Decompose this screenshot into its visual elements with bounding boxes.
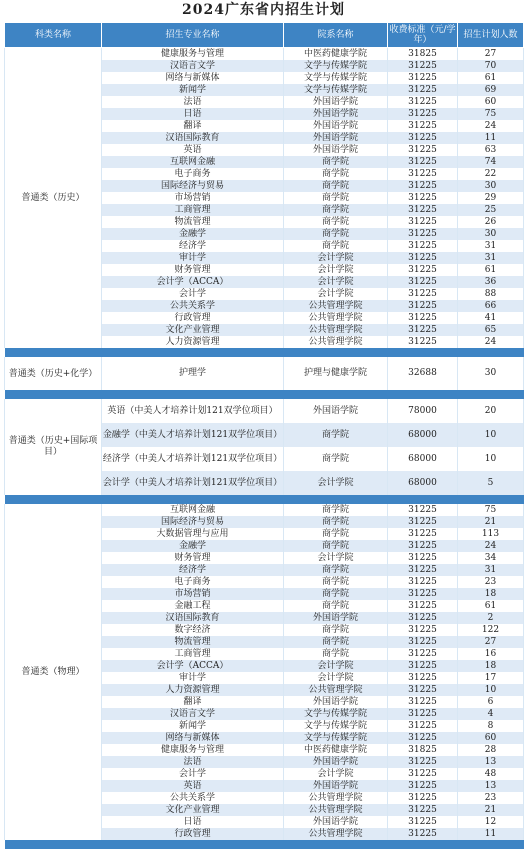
major-cell: 物流管理 (102, 216, 284, 228)
quota-cell: 122 (458, 624, 524, 636)
tuition-cell: 31225 (388, 300, 458, 312)
major-cell: 金融学 (102, 540, 284, 552)
major-cell: 翻译 (102, 696, 284, 708)
college-cell: 外国语学院 (284, 696, 388, 708)
tuition-cell: 31225 (388, 648, 458, 660)
quota-cell: 65 (458, 324, 524, 336)
major-cell: 人力资源管理 (102, 684, 284, 696)
tuition-cell: 31225 (388, 516, 458, 528)
major-cell: 金融工程 (102, 600, 284, 612)
college-cell: 商学院 (284, 576, 388, 588)
college-cell: 商学院 (284, 516, 388, 528)
major-cell: 英语 (102, 144, 284, 156)
tuition-cell: 31225 (388, 564, 458, 576)
college-cell: 会计学院 (284, 768, 388, 780)
major-cell: 金融学（中美人才培养计划121双学位项目） (102, 423, 284, 447)
college-cell: 商学院 (284, 624, 388, 636)
quota-cell: 31 (458, 564, 524, 576)
tuition-cell: 31225 (388, 60, 458, 72)
college-cell: 文学与传媒学院 (284, 72, 388, 84)
major-cell: 汉语言文学 (102, 708, 284, 720)
tuition-cell: 31225 (388, 240, 458, 252)
college-cell: 商学院 (284, 204, 388, 216)
college-cell: 会计学院 (284, 471, 388, 495)
major-cell: 国际经济与贸易 (102, 516, 284, 528)
major-cell: 公共关系学 (102, 792, 284, 804)
college-cell: 公共管理学院 (284, 792, 388, 804)
tuition-cell: 31225 (388, 768, 458, 780)
college-cell: 会计学院 (284, 672, 388, 684)
college-cell: 外国语学院 (284, 132, 388, 144)
table-row (5, 357, 524, 390)
major-cell: 电子商务 (102, 576, 284, 588)
quota-cell: 16 (458, 648, 524, 660)
tuition-cell: 31225 (388, 792, 458, 804)
quota-cell: 11 (458, 132, 524, 144)
tuition-cell: 31225 (388, 276, 458, 288)
quota-cell: 27 (458, 636, 524, 648)
header-tuition: 收费标准（元/学年） (388, 23, 458, 48)
quota-cell: 18 (458, 660, 524, 672)
college-cell: 商学院 (284, 504, 388, 516)
major-cell: 文化产业管理 (102, 324, 284, 336)
quota-cell: 75 (458, 108, 524, 120)
tuition-cell: 31225 (388, 264, 458, 276)
quota-cell: 61 (458, 72, 524, 84)
college-cell: 会计学院 (284, 288, 388, 300)
tuition-cell: 31825 (388, 48, 458, 61)
tuition-cell: 31225 (388, 144, 458, 156)
college-cell: 公共管理学院 (284, 828, 388, 840)
tuition-cell: 31225 (388, 552, 458, 564)
major-cell: 经济学 (102, 240, 284, 252)
major-cell: 电子商务 (102, 168, 284, 180)
college-cell: 文学与传媒学院 (284, 708, 388, 720)
major-cell: 日语 (102, 816, 284, 828)
quota-cell: 23 (458, 576, 524, 588)
tuition-cell: 31225 (388, 756, 458, 768)
tuition-cell: 31225 (388, 708, 458, 720)
tuition-cell: 31225 (388, 588, 458, 600)
quota-cell: 8 (458, 720, 524, 732)
quota-cell: 2 (458, 612, 524, 624)
quota-cell: 20 (458, 399, 524, 423)
major-cell: 财务管理 (102, 552, 284, 564)
major-cell: 健康服务与管理 (102, 744, 284, 756)
tuition-cell: 31225 (388, 528, 458, 540)
quota-cell: 30 (458, 180, 524, 192)
table-row (5, 504, 524, 516)
major-cell: 工商管理 (102, 204, 284, 216)
table-body (5, 48, 524, 850)
section-divider-bar (5, 390, 524, 399)
category-cell: 普通类（历史+化学） (5, 357, 102, 390)
header-row (5, 23, 524, 48)
college-cell: 商学院 (284, 540, 388, 552)
major-cell: 行政管理 (102, 312, 284, 324)
header-major: 招生专业名称 (102, 23, 284, 48)
tuition-cell: 31225 (388, 576, 458, 588)
tuition-cell: 31225 (388, 684, 458, 696)
quota-cell: 48 (458, 768, 524, 780)
college-cell: 商学院 (284, 240, 388, 252)
college-cell: 文学与传媒学院 (284, 60, 388, 72)
tuition-cell: 68000 (388, 447, 458, 471)
major-cell: 审计学 (102, 252, 284, 264)
college-cell: 外国语学院 (284, 144, 388, 156)
college-cell: 中医药健康学院 (284, 744, 388, 756)
quota-cell: 31 (458, 240, 524, 252)
tuition-cell: 31225 (388, 324, 458, 336)
major-cell: 审计学 (102, 672, 284, 684)
quota-cell: 61 (458, 264, 524, 276)
table-row (5, 48, 524, 61)
quota-cell: 27 (458, 48, 524, 61)
tuition-cell: 31225 (388, 624, 458, 636)
quota-cell: 11 (458, 828, 524, 840)
quota-cell: 6 (458, 696, 524, 708)
quota-cell: 25 (458, 204, 524, 216)
quota-cell: 24 (458, 120, 524, 132)
college-cell: 外国语学院 (284, 120, 388, 132)
quota-cell: 5 (458, 471, 524, 495)
quota-cell: 28 (458, 744, 524, 756)
major-cell: 人力资源管理 (102, 336, 284, 348)
tuition-cell: 31225 (388, 120, 458, 132)
table-row (5, 399, 524, 423)
admission-plan-table (4, 22, 524, 849)
tuition-cell: 31225 (388, 180, 458, 192)
major-cell: 国际经济与贸易 (102, 180, 284, 192)
tuition-cell: 31225 (388, 132, 458, 144)
quota-cell: 13 (458, 780, 524, 792)
tuition-cell: 78000 (388, 399, 458, 423)
quota-cell: 34 (458, 552, 524, 564)
major-cell: 英语（中美人才培养计划121双学位项目） (102, 399, 284, 423)
section-divider-bar (5, 348, 524, 357)
major-cell: 互联网金融 (102, 156, 284, 168)
major-cell: 会计学（ACCA） (102, 276, 284, 288)
college-cell: 公共管理学院 (284, 684, 388, 696)
tuition-cell: 31225 (388, 612, 458, 624)
major-cell: 大数据管理与应用 (102, 528, 284, 540)
tuition-cell: 31225 (388, 780, 458, 792)
major-cell: 日语 (102, 108, 284, 120)
college-cell: 公共管理学院 (284, 336, 388, 348)
major-cell: 公共关系学 (102, 300, 284, 312)
college-cell: 会计学院 (284, 252, 388, 264)
tuition-cell: 31225 (388, 336, 458, 348)
quota-cell: 21 (458, 516, 524, 528)
quota-cell: 75 (458, 504, 524, 516)
quota-cell: 60 (458, 96, 524, 108)
tuition-cell: 31225 (388, 804, 458, 816)
quota-cell: 31 (458, 252, 524, 264)
quota-cell: 24 (458, 540, 524, 552)
major-cell: 新闻学 (102, 720, 284, 732)
college-cell: 会计学院 (284, 660, 388, 672)
major-cell: 经济学 (102, 564, 284, 576)
major-cell: 护理学 (102, 357, 284, 390)
college-cell: 外国语学院 (284, 108, 388, 120)
college-cell: 文学与传媒学院 (284, 732, 388, 744)
major-cell: 会计学 (102, 768, 284, 780)
college-cell: 商学院 (284, 192, 388, 204)
major-cell: 文化产业管理 (102, 804, 284, 816)
header-category: 科类名称 (5, 23, 102, 48)
college-cell: 文学与传媒学院 (284, 84, 388, 96)
college-cell: 外国语学院 (284, 612, 388, 624)
tuition-cell: 31225 (388, 828, 458, 840)
tuition-cell: 31225 (388, 696, 458, 708)
college-cell: 商学院 (284, 528, 388, 540)
header-quota: 招生计划人数 (458, 23, 524, 48)
section-divider (5, 840, 524, 849)
quota-cell: 24 (458, 336, 524, 348)
college-cell: 公共管理学院 (284, 804, 388, 816)
quota-cell: 66 (458, 300, 524, 312)
tuition-cell: 31225 (388, 204, 458, 216)
tuition-cell: 31225 (388, 192, 458, 204)
major-cell: 互联网金融 (102, 504, 284, 516)
college-cell: 商学院 (284, 168, 388, 180)
tuition-cell: 31225 (388, 288, 458, 300)
tuition-cell: 31225 (388, 636, 458, 648)
tuition-cell: 31225 (388, 672, 458, 684)
quota-cell: 10 (458, 423, 524, 447)
major-cell: 健康服务与管理 (102, 48, 284, 61)
major-cell: 市场营销 (102, 588, 284, 600)
section-divider (5, 495, 524, 504)
college-cell: 公共管理学院 (284, 312, 388, 324)
quota-cell: 60 (458, 732, 524, 744)
tuition-cell: 31225 (388, 600, 458, 612)
tuition-cell: 31225 (388, 228, 458, 240)
college-cell: 外国语学院 (284, 780, 388, 792)
major-cell: 新闻学 (102, 84, 284, 96)
major-cell: 英语 (102, 780, 284, 792)
tuition-cell: 31225 (388, 216, 458, 228)
quota-cell: 113 (458, 528, 524, 540)
category-cell: 普通类（历史+国际项目） (5, 399, 102, 495)
tuition-cell: 31825 (388, 744, 458, 756)
major-cell: 财务管理 (102, 264, 284, 276)
college-cell: 外国语学院 (284, 399, 388, 423)
quota-cell: 41 (458, 312, 524, 324)
tuition-cell: 31225 (388, 96, 458, 108)
quota-cell: 17 (458, 672, 524, 684)
tuition-cell: 31225 (388, 168, 458, 180)
quota-cell: 36 (458, 276, 524, 288)
college-cell: 会计学院 (284, 276, 388, 288)
major-cell: 会计学（ACCA） (102, 660, 284, 672)
quota-cell: 61 (458, 600, 524, 612)
quota-cell: 70 (458, 60, 524, 72)
section-divider-bar (5, 495, 524, 504)
quota-cell: 13 (458, 756, 524, 768)
college-cell: 商学院 (284, 564, 388, 576)
major-cell: 法语 (102, 96, 284, 108)
quota-cell: 22 (458, 168, 524, 180)
major-cell: 行政管理 (102, 828, 284, 840)
tuition-cell: 31225 (388, 84, 458, 96)
header-college: 院系名称 (284, 23, 388, 48)
major-cell: 汉语国际教育 (102, 132, 284, 144)
major-cell: 网络与新媒体 (102, 72, 284, 84)
major-cell: 经济学（中美人才培养计划121双学位项目） (102, 447, 284, 471)
major-cell: 工商管理 (102, 648, 284, 660)
quota-cell: 10 (458, 684, 524, 696)
major-cell: 法语 (102, 756, 284, 768)
quota-cell: 69 (458, 84, 524, 96)
quota-cell: 30 (458, 357, 524, 390)
quota-cell: 74 (458, 156, 524, 168)
quota-cell: 18 (458, 588, 524, 600)
college-cell: 外国语学院 (284, 816, 388, 828)
quota-cell: 23 (458, 792, 524, 804)
college-cell: 商学院 (284, 636, 388, 648)
category-cell: 普通类（历史） (5, 48, 102, 349)
college-cell: 中医药健康学院 (284, 48, 388, 61)
major-cell: 汉语言文学 (102, 60, 284, 72)
tuition-cell: 31225 (388, 540, 458, 552)
college-cell: 商学院 (284, 216, 388, 228)
tuition-cell: 31225 (388, 816, 458, 828)
college-cell: 会计学院 (284, 264, 388, 276)
quota-cell: 4 (458, 708, 524, 720)
major-cell: 会计学 (102, 288, 284, 300)
college-cell: 公共管理学院 (284, 300, 388, 312)
tuition-cell: 32688 (388, 357, 458, 390)
college-cell: 商学院 (284, 588, 388, 600)
quota-cell: 26 (458, 216, 524, 228)
major-cell: 物流管理 (102, 636, 284, 648)
college-cell: 外国语学院 (284, 96, 388, 108)
tuition-cell: 31225 (388, 156, 458, 168)
quota-cell: 63 (458, 144, 524, 156)
quota-cell: 12 (458, 816, 524, 828)
major-cell: 会计学（中美人才培养计划121双学位项目） (102, 471, 284, 495)
college-cell: 商学院 (284, 648, 388, 660)
college-cell: 商学院 (284, 156, 388, 168)
tuition-cell: 31225 (388, 312, 458, 324)
section-divider (5, 348, 524, 357)
quota-cell: 21 (458, 804, 524, 816)
major-cell: 市场营销 (102, 192, 284, 204)
college-cell: 商学院 (284, 423, 388, 447)
college-cell: 外国语学院 (284, 756, 388, 768)
college-cell: 商学院 (284, 600, 388, 612)
tuition-cell: 31225 (388, 504, 458, 516)
tuition-cell: 68000 (388, 471, 458, 495)
college-cell: 商学院 (284, 180, 388, 192)
major-cell: 金融学 (102, 228, 284, 240)
category-cell: 普通类（物理） (5, 504, 102, 840)
quota-cell: 30 (458, 228, 524, 240)
tuition-cell: 31225 (388, 108, 458, 120)
tuition-cell: 31225 (388, 72, 458, 84)
tuition-cell: 68000 (388, 423, 458, 447)
tuition-cell: 31225 (388, 732, 458, 744)
tuition-cell: 31225 (388, 660, 458, 672)
quota-cell: 10 (458, 447, 524, 471)
major-cell: 网络与新媒体 (102, 732, 284, 744)
quota-cell: 88 (458, 288, 524, 300)
college-cell: 护理与健康学院 (284, 357, 388, 390)
major-cell: 汉语国际教育 (102, 612, 284, 624)
college-cell: 商学院 (284, 228, 388, 240)
quota-cell: 29 (458, 192, 524, 204)
section-divider (5, 390, 524, 399)
page-title: 2024广东省内招生计划 (182, 2, 345, 18)
tuition-cell: 31225 (388, 252, 458, 264)
major-cell: 翻译 (102, 120, 284, 132)
college-cell: 商学院 (284, 447, 388, 471)
major-cell: 数字经济 (102, 624, 284, 636)
college-cell: 公共管理学院 (284, 324, 388, 336)
college-cell: 文学与传媒学院 (284, 720, 388, 732)
section-divider-bar (5, 840, 524, 849)
college-cell: 会计学院 (284, 552, 388, 564)
tuition-cell: 31225 (388, 720, 458, 732)
